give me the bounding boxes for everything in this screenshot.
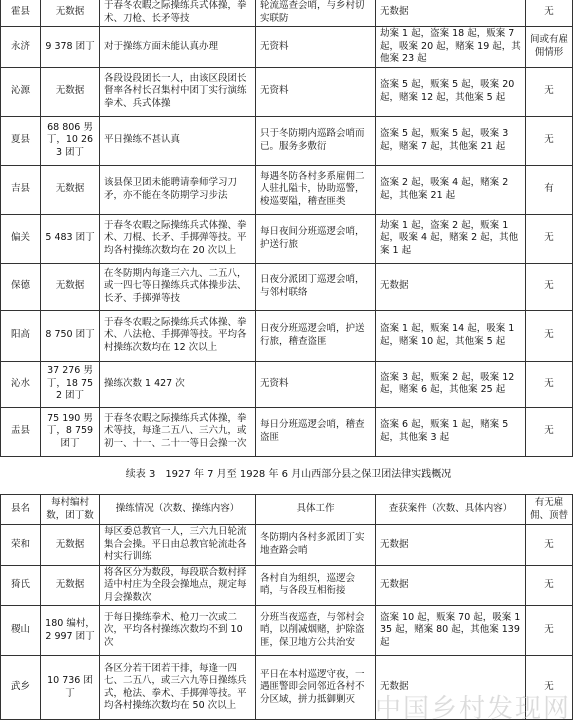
cell-hire: 无 [526, 407, 573, 456]
cell-cases: 无数据 [376, 565, 526, 606]
header-count: 每村编村数，团丁数 [41, 495, 100, 525]
cell-hire: 无 [526, 656, 573, 720]
table-row [1, 606, 573, 656]
table-row [1, 116, 573, 165]
cell-work: 无资料 [256, 361, 376, 407]
upper-table-body [1, 0, 573, 456]
table-row [1, 407, 573, 456]
cell-county: 荣和 [1, 525, 41, 566]
cell-count: 8 750 团丁 [41, 310, 100, 361]
cell-work: 轮流巡查会哨，与乡村切实联防 [256, 0, 376, 27]
header-county: 县名 [1, 495, 41, 525]
lower-table-header [1, 495, 573, 525]
cell-count: 无数据 [41, 525, 100, 566]
cell-county: 偏关 [1, 214, 41, 263]
cell-drill: 操练次数 1 427 次 [100, 361, 256, 407]
cell-work: 冬防期内各村多派团丁实地查路会哨 [256, 525, 376, 566]
cell-count: 无数据 [41, 0, 100, 27]
cell-hire: 无 [526, 116, 573, 165]
cell-county: 武乡 [1, 656, 41, 720]
cell-county: 吉县 [1, 165, 41, 214]
cell-cases: 盗案 6 起，贩案 1 起，赌案 5 起，其他案 3 起 [376, 407, 526, 456]
cell-county: 盂县 [1, 407, 41, 456]
cell-county: 沁水 [1, 361, 41, 407]
table-row [1, 67, 573, 116]
cell-work: 日夜分班巡逻会哨，护送行旅，稽查盗匪 [256, 310, 376, 361]
cell-hire: 无 [526, 310, 573, 361]
cell-hire: 有 [526, 165, 573, 214]
cell-drill: 各段设段团长一人，由该区段团长督率各村长召集村中团丁实行演练拳术、兵式体操 [100, 67, 256, 116]
watermark: 中国乡村发现网 [374, 694, 571, 724]
cell-cases: 盗案 1 起，贩案 14 起，吸案 1 起，赌案 10 起，其他案 5 起 [376, 310, 526, 361]
cell-work: 只于冬防期内巡路会哨而已。服务多敷衍 [256, 116, 376, 165]
header-drill: 操练情况（次数、操练内容） [100, 495, 256, 525]
table-row [1, 214, 573, 263]
header-work: 具体工作 [256, 495, 376, 525]
cell-county: 夏县 [1, 116, 41, 165]
table-row [1, 27, 573, 68]
cell-hire: 无 [526, 214, 573, 263]
cell-hire: 无 [526, 361, 573, 407]
header-hire: 有无雇佣、顶替 [526, 495, 573, 525]
cell-cases: 盗案 3 起，贩案 2 起，吸案 12 起，赌案 6 起，其他案 25 起 [376, 361, 526, 407]
cell-work: 日夜分派团丁巡逻会哨，与邻村联络 [256, 263, 376, 310]
cell-work: 每日夜间分班巡逻会哨，护送行旅 [256, 214, 376, 263]
cell-hire: 无 [526, 565, 573, 606]
cell-count: 9 378 团丁 [41, 27, 100, 68]
cell-drill: 对于操练方面未能认真办理 [100, 27, 256, 68]
cell-drill: 各区分若干团若干排，每逢一四七、二五八，或三六九等日操练兵式，枪法、拳术、手掷弹等技。平均各村操练次数均在 50 次以上 [100, 656, 256, 720]
cell-drill: 在冬防期内每逢三六九、二五八，或一四七等日操练兵式体操步法、长矛、手掷弹等技 [100, 263, 256, 310]
cell-county: 阳高 [1, 310, 41, 361]
cell-work: 无资料 [256, 27, 376, 68]
table-row [1, 310, 573, 361]
cell-hire: 无 [526, 606, 573, 656]
header-cases: 查获案件（次数、具体内容） [376, 495, 526, 525]
cell-hire: 间或有雇佣情形 [526, 27, 573, 68]
cell-cases: 盗案 10 起，贩案 70 起，吸案 135 起，赌案 80 起，其他案 139 起 [376, 606, 526, 656]
cell-cases: 盗案 2 起，吸案 4 起，赌案 2 起，其他案 21 起 [376, 165, 526, 214]
table-row [1, 525, 573, 566]
table-row [1, 165, 573, 214]
cell-count: 无数据 [41, 165, 100, 214]
cell-drill: 于春冬农暇之际操练兵式体操，拳术、刀枪、长矛等技 [100, 0, 256, 27]
cell-county: 保德 [1, 263, 41, 310]
lower-table [0, 494, 573, 720]
cell-cases: 劫案 1 起，盗案 18 起，贩案 7 起，吸案 20 起，赌案 19 起，其他案 23 起 [376, 27, 526, 68]
cell-cases: 无数据 [376, 525, 526, 566]
cell-cases: 劫案 1 起，盗案 2 起，贩案 1 起，吸案 4 起，赌案 2 起，其他案 1 起 [376, 214, 526, 263]
cell-work: 每日分班巡逻会哨，稽查盗匪 [256, 407, 376, 456]
cell-work: 各村自为组织，巡逻会哨，与各段互相衔接 [256, 565, 376, 606]
table-row [1, 263, 573, 310]
cell-count: 180 编村，2 997 团丁 [41, 606, 100, 656]
cell-count: 5 483 团丁 [41, 214, 100, 263]
cell-hire: 无 [526, 263, 573, 310]
table-row [1, 565, 573, 606]
cell-county: 稷山 [1, 606, 41, 656]
cell-drill: 该县保卫团未能聘请拳师学习刀矛，亦不能在冬防期学习步法 [100, 165, 256, 214]
cell-work: 无资料 [256, 67, 376, 116]
cell-cases: 盗案 5 起，贩案 5 起，吸案 3 起，赌案 7 起，其他案 21 起 [376, 116, 526, 165]
table-row [1, 361, 573, 407]
cell-work: 每遇冬防各村多系雇佣二人驻扎隘卡，协助巡警，梭巡要隘，稽查匪类 [256, 165, 376, 214]
cell-drill: 于春冬农暇之际操练兵式体操、拳术、八法枪、手掷弹等技。平均各村操练次数均在 12 次以上 [100, 310, 256, 361]
cell-drill: 平日操练不甚认真 [100, 116, 256, 165]
cell-county: 永济 [1, 27, 41, 68]
table-row [1, 0, 573, 27]
cell-cases: 无数据 [376, 656, 526, 720]
cell-drill: 将各区分为数段，每段联合数村择适中村庄为全段会操地点，规定每月会操数次 [100, 565, 256, 606]
cell-count: 10 736 团丁 [41, 656, 100, 720]
cell-hire: 无 [526, 0, 573, 27]
cell-work: 平日在本村巡逻守夜，一遇匪警即会同邻近各村不分区域，拼力抵御剿灭 [256, 656, 376, 720]
cell-county: 沁源 [1, 67, 41, 116]
cell-drill: 于每日操练拳术、枪刀一次或二次，平均各村操练次数均不到 10 次 [100, 606, 256, 656]
cell-work: 分班当夜巡查，与邻村会哨，以削减烟赌，护除盗匪，保卫地方公共治安 [256, 606, 376, 656]
cell-count: 无数据 [41, 565, 100, 606]
cell-drill: 每区委总教官一人，三六九日轮流集合会操。平日由总教官轮流赴各村实行训练 [100, 525, 256, 566]
cell-count: 75 190 男丁，8 759 团丁 [41, 407, 100, 456]
cell-drill: 于春冬农暇之际操练兵式体操，拳术等技，每逢二五八、三六九，或初一、十一、二十一等日会操一次 [100, 407, 256, 456]
cell-count: 无数据 [41, 263, 100, 310]
cell-drill: 于春冬农暇之际操练兵式体操、拳术、刀棍、长矛、手掷弹等技。平均各村操练次数均在 20 次以上 [100, 214, 256, 263]
cell-count: 68 806 男丁，10 263 团丁 [41, 116, 100, 165]
cell-hire: 无 [526, 525, 573, 566]
cell-hire: 无 [526, 67, 573, 116]
header-row [1, 495, 573, 525]
cell-cases: 无数据 [376, 263, 526, 310]
cell-count: 无数据 [41, 67, 100, 116]
cell-count: 37 276 男丁，18 752 团丁 [41, 361, 100, 407]
cell-cases: 无数据 [376, 0, 526, 27]
cell-cases: 盗案 5 起，贩案 5 起，吸案 20 起，赌案 12 起，其他案 5 起 [376, 67, 526, 116]
table-caption: 续表 3 1927 年 7 月至 1928 年 6 月山西部分县之保卫团法律实践概况 [125, 469, 452, 480]
cell-county: 霍县 [1, 0, 41, 27]
cell-county: 猗氏 [1, 565, 41, 606]
